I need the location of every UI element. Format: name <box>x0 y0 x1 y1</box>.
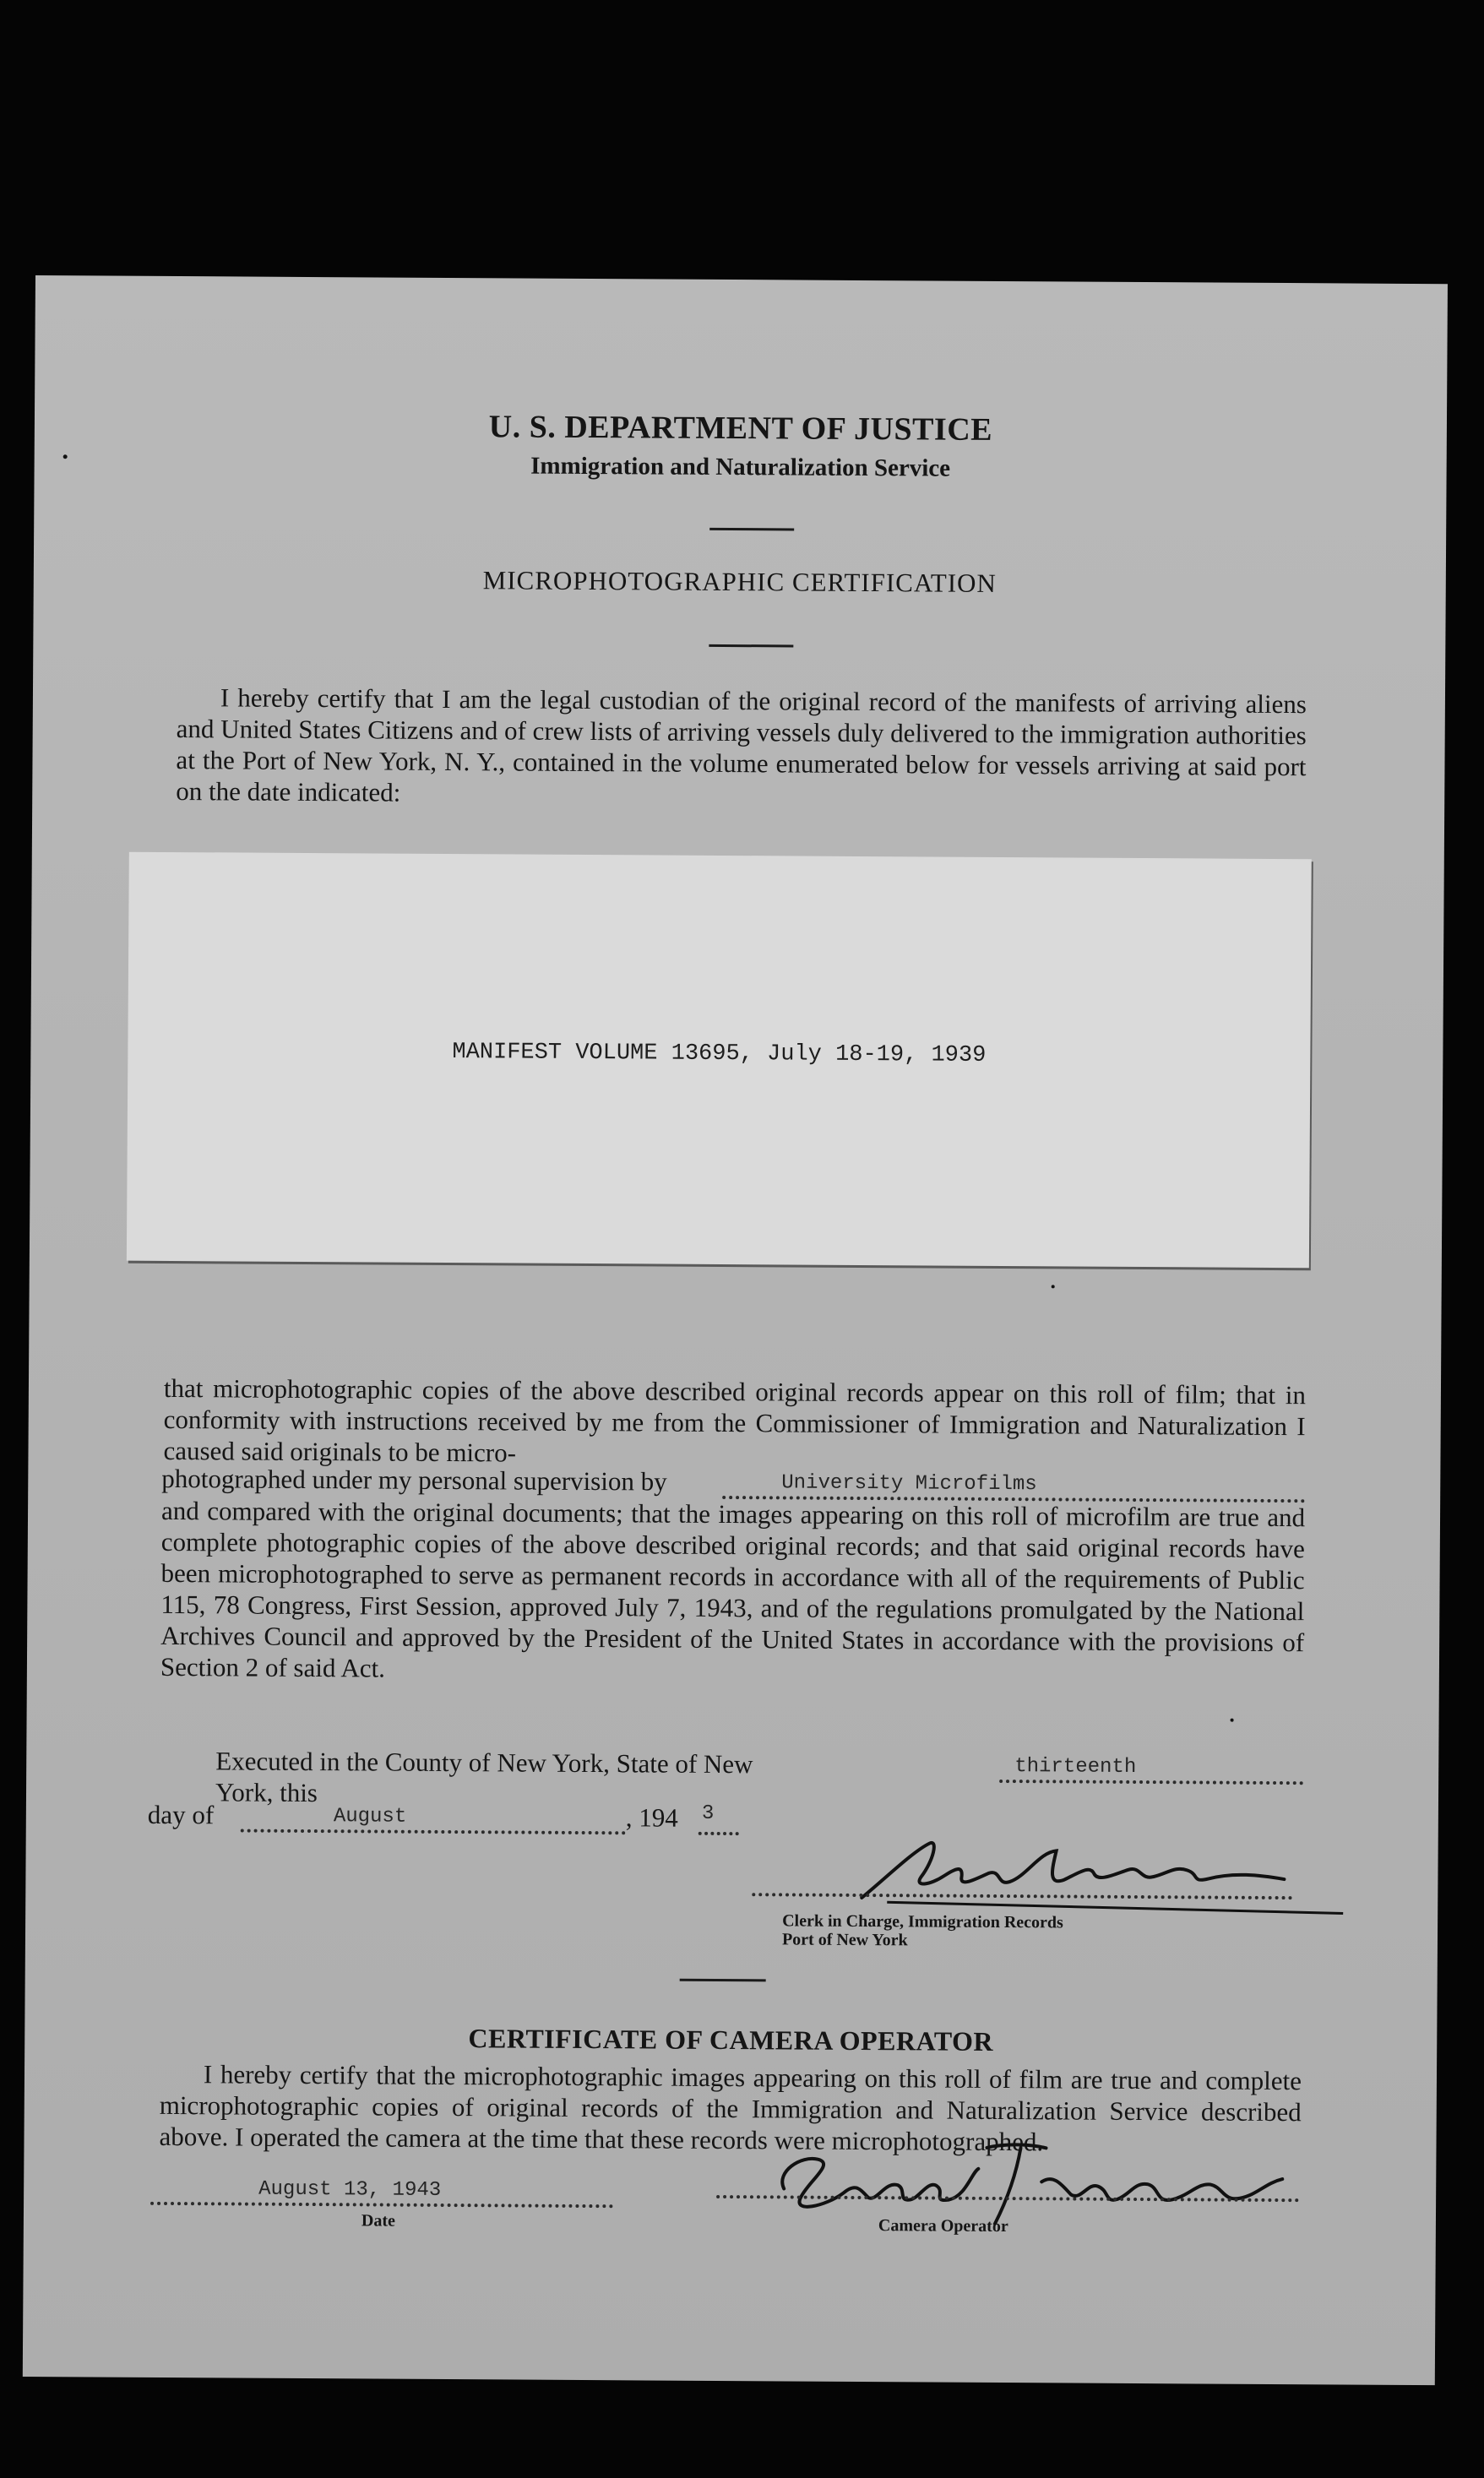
supervision-prefix: photographed under my personal supervision by <box>161 1463 667 1497</box>
day-value: thirteenth <box>1014 1755 1137 1779</box>
year-digit: 3 <box>701 1801 715 1825</box>
executed-line <box>215 1745 807 1811</box>
department-heading: U. S. DEPARTMENT OF JUSTICE <box>488 409 993 448</box>
specks <box>1231 1719 1234 1722</box>
camera-operator-text: I hereby certify that the microphotographic images appearing on this roll of film are true and complete microphotographic copies of original records of the Immigration and Naturalization Service described above. I operated the camera at the time that these records were microphotographed. <box>159 2059 1302 2157</box>
month-value: August <box>333 1805 407 1829</box>
manifest-volume-text: MANIFEST VOLUME 13695, July 18-19, 1939 <box>452 1040 987 1068</box>
body-paragraph-main <box>160 1495 1305 1689</box>
date-value: August 13, 1943 <box>258 2177 442 2202</box>
clerk-title-line2: Port of New York <box>781 1930 908 1950</box>
intro-paragraph <box>176 682 1307 813</box>
divider <box>709 644 793 648</box>
year-fill-line <box>699 1801 739 1835</box>
certification-title: MICROPHOTOGRAPHIC CERTIFICATION <box>482 565 997 598</box>
body-paragraph-intro <box>163 1372 1306 1473</box>
date-label: Date <box>361 2211 395 2231</box>
divider <box>709 528 794 531</box>
manifest-volume-slip <box>127 852 1312 1269</box>
clerk-title <box>782 1911 1063 1950</box>
year-prefix: , 194 <box>625 1802 678 1833</box>
clerk-title-line1: Clerk in Charge, Immigration Records <box>782 1911 1063 1932</box>
divider <box>680 1979 766 1982</box>
camera-operator-title: CERTIFICATE OF CAMERA OPERATOR <box>468 2023 994 2057</box>
supervision-by-value: University Microfilms <box>781 1471 1037 1497</box>
body-text-part2: and compared with the original documents; that the images appearing on this roll of microfilm are true and complete photographic copies of the above described original records; and that said original records have been microphotographed to serve as permanent records in accordance with all of the requirements of Public 115, 78 Congress, First Session, approved July 7, 1943, and of the regulations promulgated by the National Archives Council and approved by the President of the United States in accordance with the provisions of Section 2 of said Act. <box>160 1495 1306 1683</box>
body-text-part1: that microphotographic copies of the above described original records appear on this roll of film; that in conformity with instructions received by me from the Commissioner of Immigration and Naturalization I caused said originals to be micro- <box>163 1372 1307 1468</box>
month-fill-line <box>241 1806 626 1835</box>
executed-prefix: Executed in the County of New York, State of New York, this <box>215 1746 753 1808</box>
clerk-signature-line <box>752 1884 1292 1899</box>
operator-signature-icon <box>750 2121 1291 2234</box>
service-subheading: Immigration and Naturalization Service <box>530 452 951 482</box>
day-of-label: day of <box>147 1799 215 1830</box>
certificate-paper <box>23 275 1448 2385</box>
day-fill-line <box>999 1756 1303 1785</box>
specks <box>1052 1285 1055 1288</box>
date-fill-line <box>150 2178 613 2208</box>
intro-text: I hereby certify that I am the legal custodian of the original record of the manifests of arriving aliens and United States Citizens and of crew lists of arriving vessels duly delivered to the immigration authorities at the Port of New York, N. Y., contained in the volume enumerated below for vessels arriving at said port on the date indicated: <box>176 682 1307 807</box>
camera-operator-label: Camera Operator <box>878 2216 1008 2236</box>
